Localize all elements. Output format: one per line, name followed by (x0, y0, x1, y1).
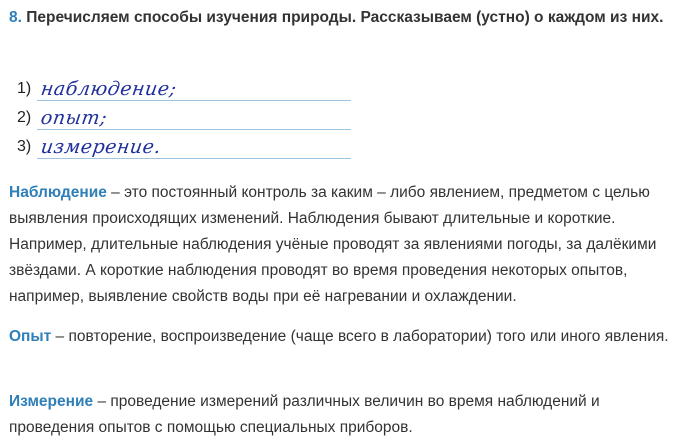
definition-term: Измерение (9, 393, 94, 410)
answer-number: 2) (17, 109, 32, 126)
answer-handwritten-text: наблюдение; (39, 78, 178, 100)
answer-row (17, 78, 357, 107)
answer-handwritten-text: измерение. (39, 136, 163, 158)
definition-paragraph (9, 324, 681, 350)
task-text: Перечисляем способы изучения природы. Рассказываем (устно) о каждом из них. (26, 9, 664, 26)
task-number: 8. (9, 9, 22, 26)
definition-paragraph (9, 389, 681, 441)
definition-text: – повторение, воспроизведение (чаще всего в лаборатории) того или иного явления. (51, 328, 669, 345)
definition-term: Опыт (9, 328, 52, 345)
definition-text: – это постоянный контроль за каким – либо явлением, предметом с целью выявления происходящих изменений. Наблюдения бывают длительные и короткие. Например, длительные наблюдения учёные проводят за явлениями погоды, за далёкими звёздами. А короткие наблюдения проводят во время проведения некоторых опытов, например, выявление свойств воды при её нагревании и охлаждении. (9, 184, 657, 305)
answer-underline (37, 100, 351, 101)
definition-text: – проведение измерений различных величин во время наблюдений и проведения опытов с помощью специальных приборов. (9, 393, 600, 436)
answer-number: 3) (17, 138, 32, 155)
answer-handwritten-text: опыт; (39, 107, 109, 129)
task-heading (9, 5, 681, 31)
definition-paragraph (9, 180, 681, 310)
answer-row (17, 107, 357, 136)
answer-number: 1) (17, 80, 32, 97)
answer-list (17, 78, 357, 165)
definition-term: Наблюдение (9, 184, 107, 201)
answer-underline (37, 129, 351, 130)
answer-underline (37, 158, 351, 159)
answer-row (17, 136, 357, 165)
